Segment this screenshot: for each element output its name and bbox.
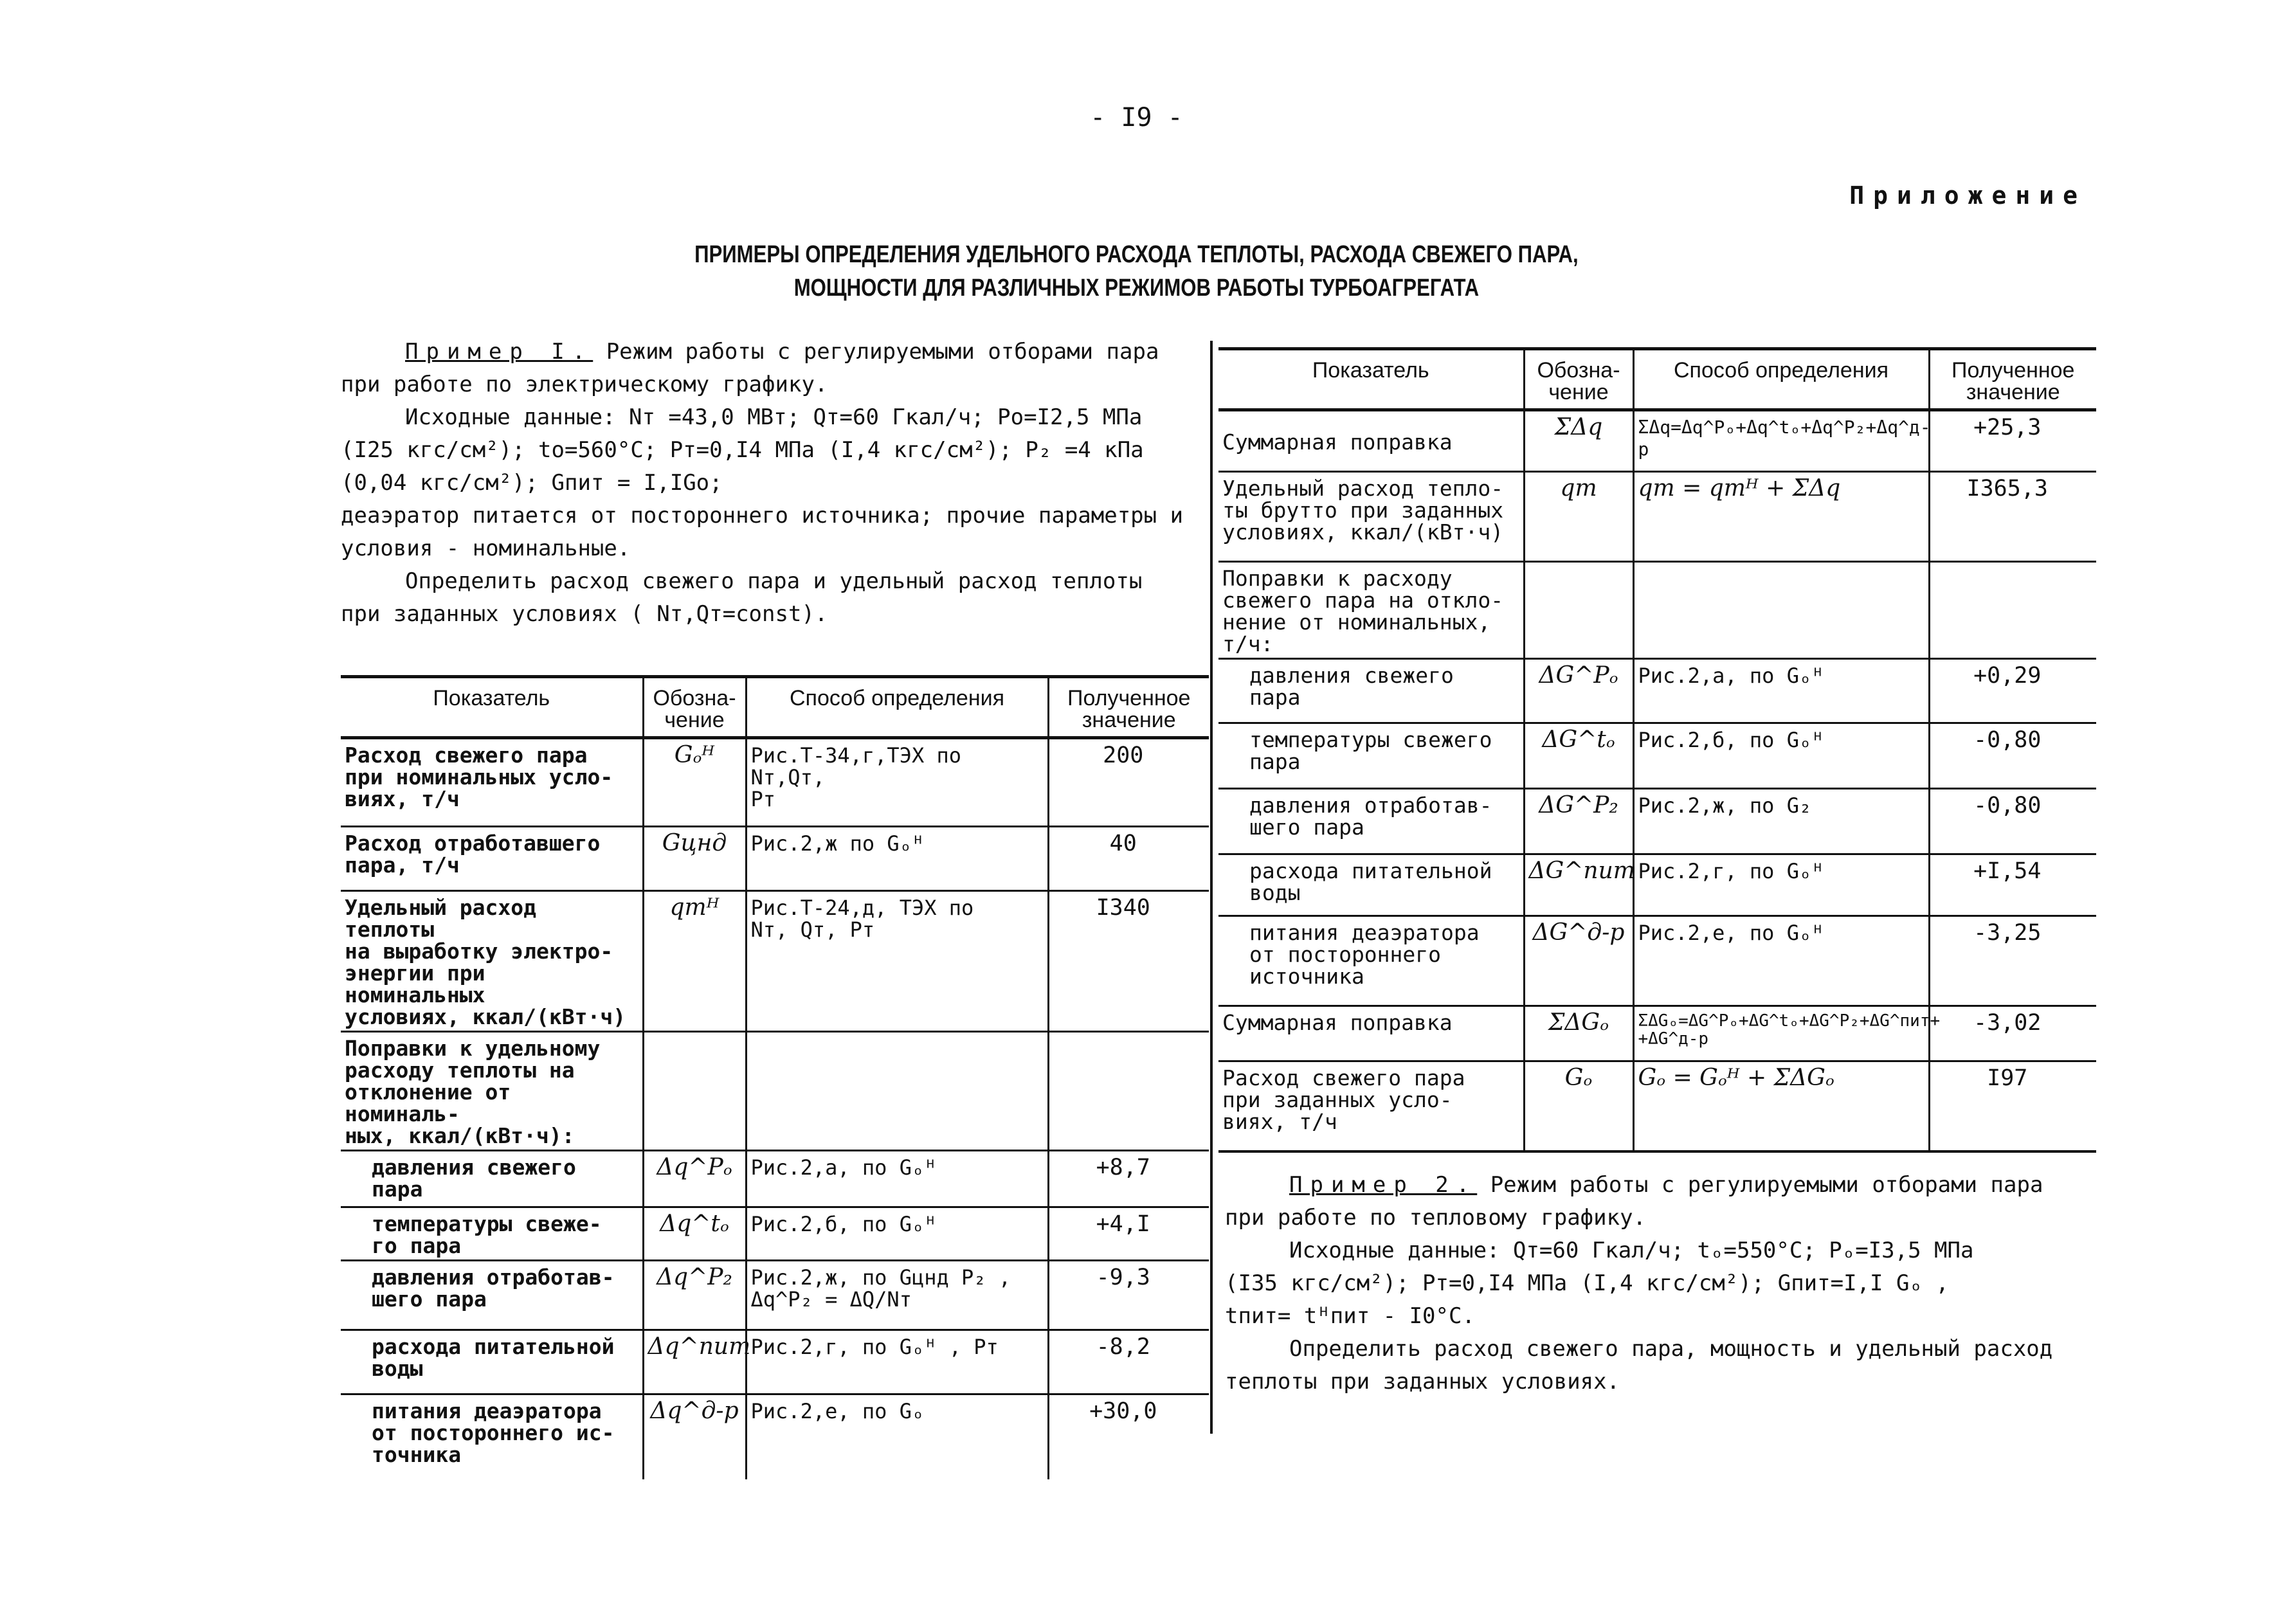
row-value: +8,7 <box>1048 1151 1209 1207</box>
table-row <box>341 738 1209 827</box>
table-row <box>341 1151 1209 1207</box>
table-row <box>1218 854 2096 916</box>
row-value: +25,3 <box>1929 410 2096 472</box>
example-1-line-1: при работе по электрическому графику. <box>341 372 828 397</box>
row-name: давления свежего пара <box>1218 659 1524 723</box>
row-value: -9,3 <box>1048 1261 1209 1330</box>
row-value <box>1929 562 2096 659</box>
table-row <box>1218 562 2096 659</box>
row-symbol: Gₒ <box>1524 1061 1633 1151</box>
table-2-header-value: Полученное значение <box>1929 349 2096 410</box>
row-name: температуры свеже- го пара <box>341 1207 643 1261</box>
table-row <box>1218 410 2096 472</box>
row-value: -0,80 <box>1929 723 2096 789</box>
table-example-1-continued <box>1218 347 2096 1153</box>
row-method: Рис.2,г, по Gₒᴴ , Рт <box>746 1330 1048 1394</box>
row-method: qт = qтᴴ + ΣΔq <box>1633 472 1929 562</box>
row-symbol: Gₒᴴ <box>643 738 746 827</box>
example-1-line-5: деаэратор питается от постороннего источника; прочие параметры и <box>341 503 1184 528</box>
row-name: питания деаэратора от постороннего источника <box>1218 916 1524 1006</box>
row-name: Удельный расход тепло- ты брутто при заданных условиях, ккал/(кВт·ч) <box>1218 472 1524 562</box>
row-symbol: Δq^д-р <box>643 1394 746 1479</box>
row-method: Рис.2,ж, по Gцнд P₂ , Δq^P₂ = ΔQ/Nт <box>746 1261 1048 1330</box>
example-2-text <box>1225 1169 2087 1398</box>
row-name: расхода питательной воды <box>1218 854 1524 916</box>
page-number: - I9 - <box>1090 103 1183 132</box>
row-name: Поправки к удельному расходу теплоты на отклонение от номиналь- ных, ккал/(кВт·ч): <box>341 1032 643 1151</box>
column-divider <box>1210 341 1213 1434</box>
row-method: Рис.Т-34,г,ТЭХ по Nт,Qт, Рт <box>746 738 1048 827</box>
row-method: Рис.2,б, по Gₒᴴ <box>1633 723 1929 789</box>
row-method: ΣΔq=Δq^Pₒ+Δq^tₒ+Δq^P₂+Δq^д-р <box>1633 410 1929 472</box>
row-symbol: qтᴴ <box>643 891 746 1032</box>
example-2-line-0: Режим работы с регулируемыми отборами пара <box>1477 1172 2043 1198</box>
example-1-label: Пример I. <box>405 339 593 365</box>
row-symbol: qт <box>1524 472 1633 562</box>
row-value: -3,25 <box>1929 916 2096 1006</box>
row-symbol: ΔG^Pₒ <box>1524 659 1633 723</box>
row-value: -0,80 <box>1929 789 2096 854</box>
row-name: температуры свежего пара <box>1218 723 1524 789</box>
row-value: 200 <box>1048 738 1209 827</box>
row-name: давления отработав- шего пара <box>341 1261 643 1330</box>
row-symbol: ΔG^P₂ <box>1524 789 1633 854</box>
example-1-line-8: при заданных условиях ( Nт,Qт=const). <box>341 601 828 627</box>
table-1-header-method: Способ определения <box>746 677 1048 738</box>
row-name: Расход свежего пара при номинальных усло- виях, т/ч <box>341 738 643 827</box>
row-method: Рис.2,ж, по G₂ <box>1633 789 1929 854</box>
table-row <box>1218 1061 2096 1151</box>
row-symbol: Δq^P₂ <box>643 1261 746 1330</box>
row-symbol: ΔG^д-р <box>1524 916 1633 1006</box>
row-value: +I,54 <box>1929 854 2096 916</box>
row-value: I340 <box>1048 891 1209 1032</box>
example-1-line-4: (0,04 кгс/см²); Gпит = I,IGо; <box>341 470 723 496</box>
table-row <box>1218 1006 2096 1061</box>
example-2-line-5: Определить расход свежего пара, мощность и удельный расход <box>1289 1336 2053 1362</box>
table-row <box>341 1330 1209 1394</box>
table-row <box>1218 659 2096 723</box>
row-method: Рис.2,а, по Gₒᴴ <box>746 1151 1048 1207</box>
example-2-line-3: (I35 кгс/см²); Рт=0,I4 МПа (I,4 кгс/см²); Gпит=I,I Gₒ , <box>1225 1270 1949 1296</box>
row-symbol: ΣΔq <box>1524 410 1633 472</box>
row-method: Рис.2,ж по Gₒᴴ <box>746 827 1048 891</box>
row-value: -3,02 <box>1929 1006 2096 1061</box>
title-line-1: ПРИМЕРЫ ОПРЕДЕЛЕНИЯ УДЕЛЬНОГО РАСХОДА ТЕПЛОТЫ, РАСХОДА СВЕЖЕГО ПАРА, <box>694 241 1579 268</box>
example-2-line-1: при работе по тепловому графику. <box>1225 1205 1647 1231</box>
row-method: Рис.2,б, по Gₒᴴ <box>746 1207 1048 1261</box>
row-value: +4,I <box>1048 1207 1209 1261</box>
row-method: ΣΔGₒ=ΔG^Pₒ+ΔG^tₒ+ΔG^P₂+ΔG^пит+ +ΔG^д-р <box>1633 1006 1929 1061</box>
table-row <box>341 891 1209 1032</box>
table-example-1 <box>341 675 1209 1479</box>
example-1-text <box>341 336 1202 631</box>
row-name: питания деаэратора от постороннего ис- точника <box>341 1394 643 1479</box>
row-method: Рис.2,г, по Gₒᴴ <box>1633 854 1929 916</box>
table-row <box>341 1207 1209 1261</box>
example-1-line-3: (I25 кгс/см²); tо=560°С; Рт=0,I4 МПа (I,4 кгс/см²); Р₂ =4 кПа <box>341 437 1144 463</box>
title-line-2: МОЩНОСТИ ДЛЯ РАЗЛИЧНЫХ РЕЖИМОВ РАБОТЫ ТУРБОАГРЕГАТА <box>793 275 1480 302</box>
example-2-line-2: Исходные данные: Qт=60 Гкал/ч; tₒ=550°С; Рₒ=I3,5 МПа <box>1289 1238 1974 1263</box>
row-symbol <box>643 1032 746 1151</box>
row-name: Суммарная поправка <box>1218 410 1524 472</box>
row-method: Рис.2,е, по Gₒᴴ <box>1633 916 1929 1006</box>
row-symbol: ΣΔGₒ <box>1524 1006 1633 1061</box>
table-1-header-indicator: Показатель <box>341 677 643 738</box>
appendix-label: Приложение <box>1849 181 2087 210</box>
row-symbol: Δq^tₒ <box>643 1207 746 1261</box>
example-2-label: Пример 2. <box>1289 1172 1478 1198</box>
row-value: +30,0 <box>1048 1394 1209 1479</box>
row-name: давления отработав- шего пара <box>1218 789 1524 854</box>
row-method: Рис.2,а, по Gₒᴴ <box>1633 659 1929 723</box>
row-name: Суммарная поправка <box>1218 1006 1524 1061</box>
table-row <box>341 827 1209 891</box>
table-2-header-symbol: Обозна- чение <box>1524 349 1633 410</box>
row-value: -8,2 <box>1048 1330 1209 1394</box>
row-method <box>746 1032 1048 1151</box>
row-symbol: ΔG^tₒ <box>1524 723 1633 789</box>
example-1-line-0: Режим работы с регулируемыми отборами пара <box>593 339 1159 365</box>
row-symbol: Δq^Pₒ <box>643 1151 746 1207</box>
table-2-header <box>1218 349 2096 410</box>
table-1-header <box>341 677 1209 738</box>
row-symbol: ΔG^пит <box>1524 854 1633 916</box>
document-title <box>204 238 2069 305</box>
row-name: Расход свежего пара при заданных усло- виях, т/ч <box>1218 1061 1524 1151</box>
table-row <box>1218 916 2096 1006</box>
row-symbol: Δq^пит <box>643 1330 746 1394</box>
row-name: Расход отработавшего пара, т/ч <box>341 827 643 891</box>
row-name: давления свежего пара <box>341 1151 643 1207</box>
row-method: Рис.Т-24,д, ТЭХ по Nт, Qт, Рт <box>746 891 1048 1032</box>
table-row <box>1218 472 2096 562</box>
row-method <box>1633 562 1929 659</box>
example-2-line-6: теплоты при заданных условиях. <box>1225 1369 1620 1394</box>
row-value <box>1048 1032 1209 1151</box>
row-name: Удельный расход теплоты на выработку электро- энергии при номинальных условиях, ккал/(кВт·ч) <box>341 891 643 1032</box>
table-row <box>341 1032 1209 1151</box>
row-symbol: Gцнд <box>643 827 746 891</box>
row-method: Gₒ = Gₒᴴ + ΣΔGₒ <box>1633 1061 1929 1151</box>
table-2-header-method: Способ определения <box>1633 349 1929 410</box>
row-method: Рис.2,е, по Gₒ <box>746 1394 1048 1479</box>
table-1-header-value: Полученное значение <box>1048 677 1209 738</box>
row-value: 40 <box>1048 827 1209 891</box>
row-value: I97 <box>1929 1061 2096 1151</box>
table-row <box>1218 789 2096 854</box>
example-2-line-4: tпит= tᴴпит - I0°С. <box>1225 1303 1475 1329</box>
table-row <box>341 1261 1209 1330</box>
row-symbol <box>1524 562 1633 659</box>
table-row <box>1218 723 2096 789</box>
row-name: расхода питательной воды <box>341 1330 643 1394</box>
example-1-line-2: Исходные данные: Nт =43,0 МВт; Qт=60 Гкал/ч; Ро=I2,5 МПа <box>405 404 1143 430</box>
table-row <box>341 1394 1209 1479</box>
table-1-header-symbol: Обозна- чение <box>643 677 746 738</box>
example-1-line-6: условия - номинальные. <box>341 536 631 561</box>
row-value: +0,29 <box>1929 659 2096 723</box>
row-name: Поправки к расходу свежего пара на откло- нение от номинальных, т/ч: <box>1218 562 1524 659</box>
table-2-header-indicator: Показатель <box>1218 349 1524 410</box>
example-1-line-7: Определить расход свежего пара и удельный расход теплоты <box>405 568 1143 594</box>
row-value: I365,3 <box>1929 472 2096 562</box>
